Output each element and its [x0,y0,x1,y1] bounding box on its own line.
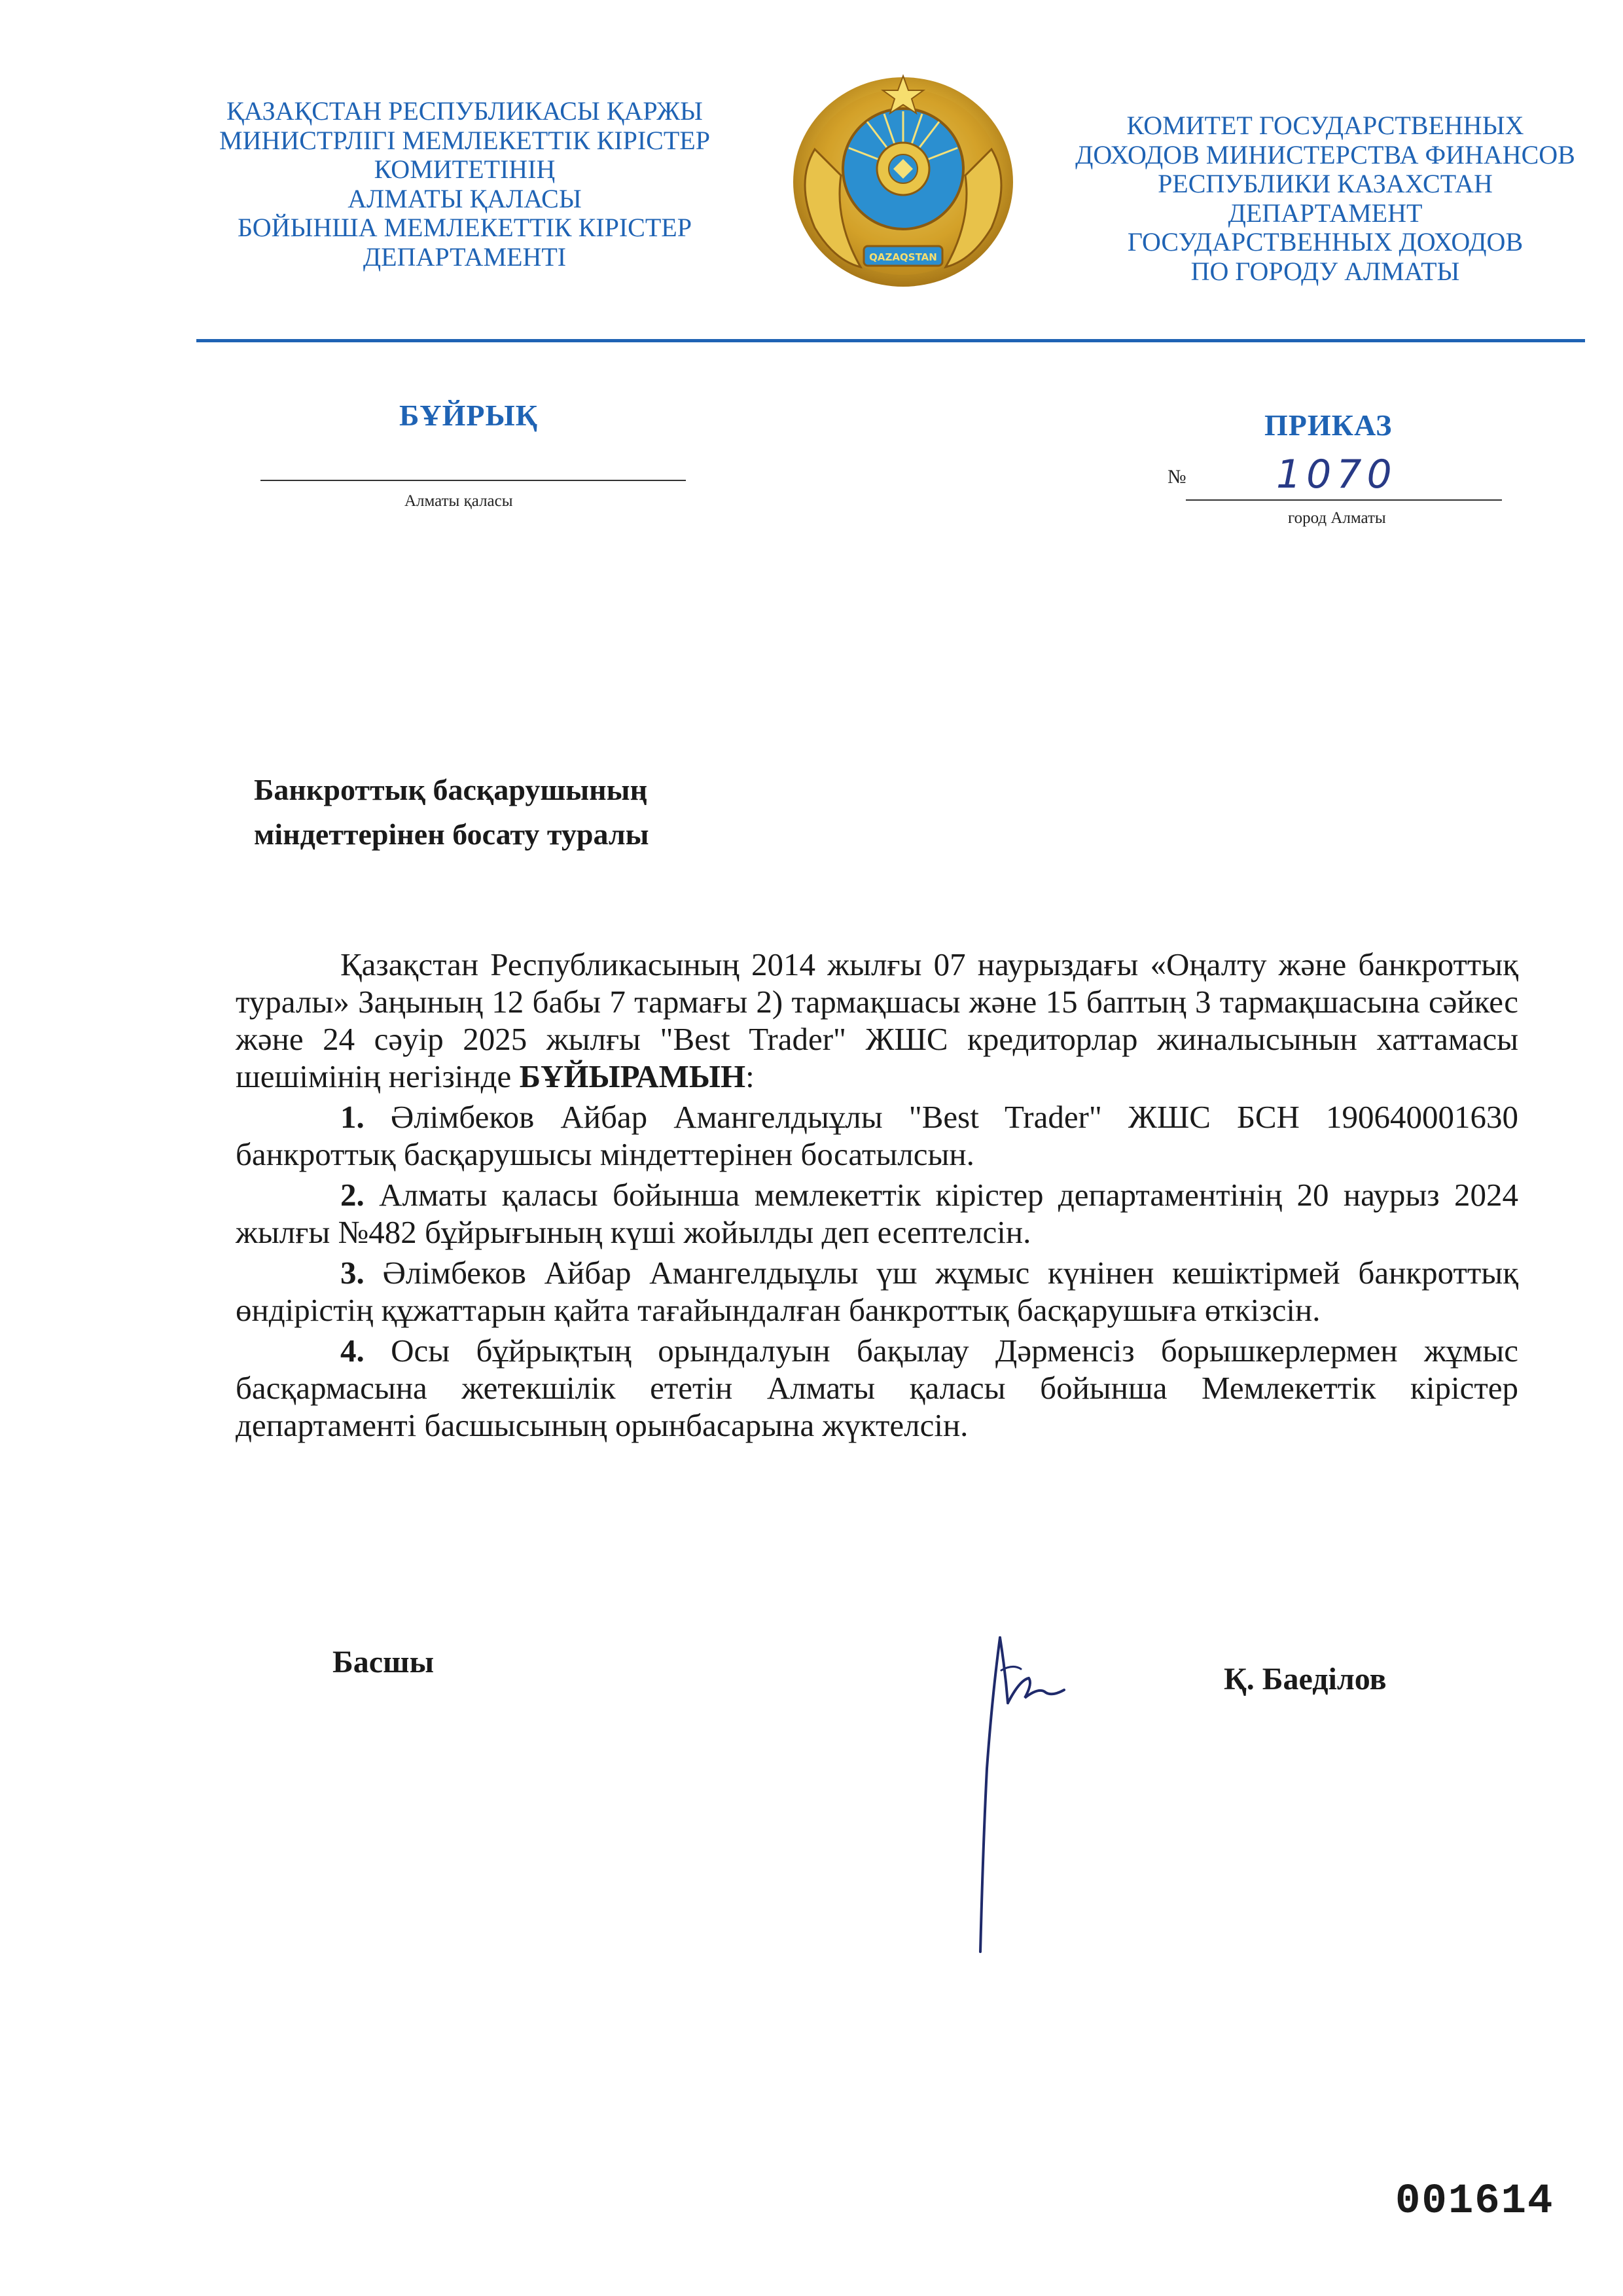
item-number: 2. [340,1177,365,1213]
header-kz-line: АЛМАТЫ ҚАЛАСЫ [348,183,582,213]
order-title-kz: БҰЙРЫҚ [399,399,539,432]
header-kazakh-block [173,97,756,272]
item-number: 3. [340,1255,365,1291]
city-label-kz: Алматы қаласы [404,492,513,510]
city-label-ru: город Алматы [1288,509,1386,527]
intro-emphasis: БҰЙЫРАМЫН [519,1058,746,1094]
item-text: Әлімбеков Айбар Амангелдыұлы үш жұмыс күнінен кешіктірмей банкроттық өндірістің құжаттарын қайта тағайындалған банкроттық басқарушыға өткізсін. [236,1255,1519,1328]
header-kz-line: ҚАЗАҚСТАН РЕСПУБЛИКАСЫ ҚАРЖЫ [226,96,703,126]
number-line [1186,499,1502,501]
intro-paragraph [236,946,1518,1095]
signer-position: Басшы [332,1645,435,1679]
order-body [236,946,1518,1444]
header-ru-line: РЕСПУБЛИКИ КАЗАХСТАН [1158,169,1493,198]
header-russian-block [1024,111,1623,286]
header-ru-line: ГОСУДАРСТВЕННЫХ ДОХОДОВ [1127,227,1524,257]
header-ru-line: ДЕПАРТАМЕНТ [1228,198,1423,228]
item-text: Алматы қаласы бойынша мемлекеттік кірістер департаментінің 20 наурыз 2024 жылғы №482 бұйрығының күші жойылды деп есептелсін. [236,1177,1518,1250]
header-kz-line: БОЙЫНША МЕМЛЕКЕТТІК КІРІСТЕР [238,213,692,242]
header-ru-line: ПО ГОРОДУ АЛМАТЫ [1190,256,1460,286]
order-subject [254,768,649,857]
item-number: 1. [340,1099,365,1135]
header-kz-line: ДЕПАРТАМЕНТІ [363,242,567,272]
subject-line: міндеттерінен босату туралы [254,817,649,851]
intro-end: : [745,1058,755,1094]
order-number: 1070 [1276,452,1397,497]
order-item [236,1098,1518,1173]
header-ru-line: КОМИТЕТ ГОСУДАРСТВЕННЫХ [1126,111,1524,140]
order-item [236,1176,1518,1251]
subject-line: Банкроттық басқарушының [254,773,648,806]
header-kz-line: КОМИТЕТІНІҢ [374,154,556,184]
header-kz-line: МИНИСТРЛІГІ МЕМЛЕКЕТТІК КІРІСТЕР [219,125,710,155]
number-sign: № [1168,466,1186,488]
signer-name: Қ. Баеділов [1224,1662,1387,1696]
handwritten-signature-icon [961,1618,1079,1958]
svg-text:QAZAQSTAN: QAZAQSTAN [869,251,937,263]
intro-text: Қазақстан Республикасының 2014 жылғы 07 наурыздағы «Оңалту және банкроттық туралы» Заңының 12 бабы 7 тармағы 2) тармақшасы және 15 баптың 3 тармақшасына сәйкес және 24 сәуір 2025 жылғы "Best Trader" ЖШС кредиторлар жиналысынын хаттамасы шешімінің негізінде [236,946,1518,1094]
order-item [236,1254,1518,1329]
item-number: 4. [340,1333,365,1369]
item-text: Осы бұйрықтың орындалуын бақылау Дәрменсіз борышкерлермен жұмыс басқармасына жетекшілік ететін Алматы қаласы бойынша Мемлекеттік кірістер департаменті басшысының орынбасарына жүктелсін. [236,1333,1518,1443]
header-divider [196,339,1585,342]
date-line [260,480,686,481]
order-title-ru: ПРИКАЗ [1264,408,1393,442]
state-emblem-icon [789,71,1018,296]
item-text: Әлімбеков Айбар Амангелдыұлы "Best Trader" ЖШС БСН 190640001630 банкроттық басқарушысы міндеттерінен босатылсын. [236,1099,1519,1172]
order-item [236,1332,1518,1444]
header-ru-line: ДОХОДОВ МИНИСТЕРСТВА ФИНАНСОВ [1075,139,1575,170]
serial-number: 001614 [1395,2178,1554,2225]
